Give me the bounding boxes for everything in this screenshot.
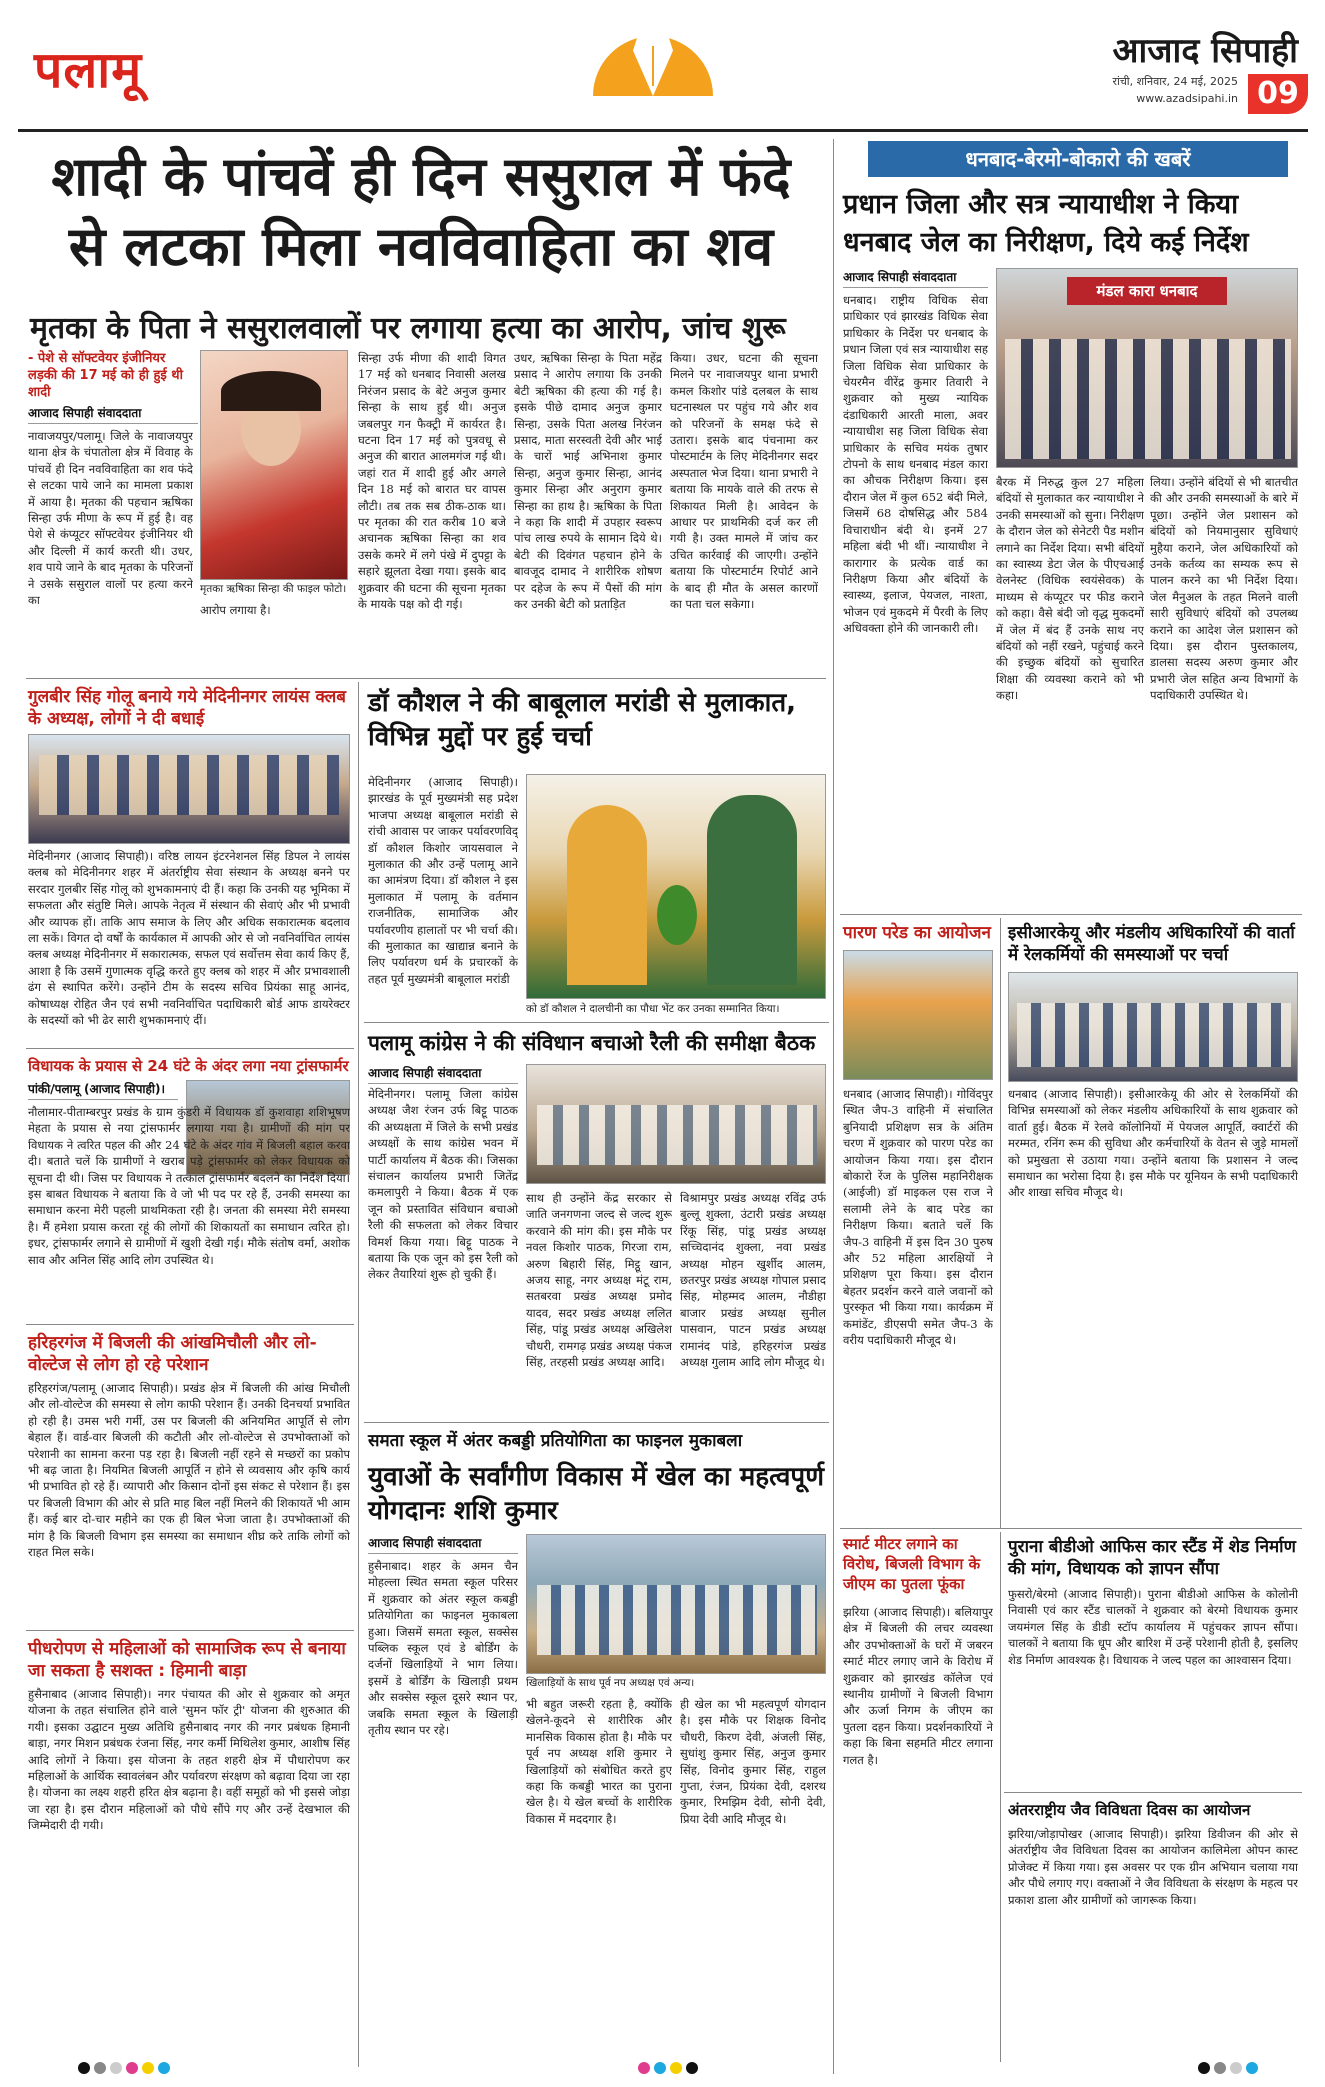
print-registration-marks-right bbox=[1198, 2062, 1258, 2074]
panchayat-headline: पीधरोपण से महिलाओं को सामाजिक रूप से बनाया जा सकता है सशक्त : हिमानी बाड़ा bbox=[28, 1639, 346, 1681]
parade-body: धनबाद (आजाद सिपाही)। गोविंदपुर स्थित जैप-3 वाहिनी में संचालित बुनियादी प्रशिक्षण सत्र के अंतिम चरण में शुक्रवार को पारण परेड का आयोजन किया गया। इस दौरान बोकारो रेंज के पुलिस महानिरीक्षक (आईजी) डॉ माइकल एस राज ने सलामी लेने के बाद परेड का निरीक्षण किया। बताते चलें कि जैप-3 वाहिनी में इस दिन 30 पुरुष और 52 महिला आरक्षियों ने प्रशिक्षण पूरा किया। इस दौरान बेहतर प्रदर्शन करने वाले जवानों को पुरस्कृत भी किया गया। कार्यक्रम में कमांडेंट, डीएसपी समेत जैप-3 के वरीय पदाधिकारी मौजूद थे। bbox=[843, 1087, 993, 1348]
congress-col-1: मेदिनीनगर। पलामू जिला कांग्रेस अध्यक्ष जैश रंजन उर्फ बिट्टू पाठक की अध्यक्षता में जिले के सभी प्रखंड अध्यक्षों के साथ कांग्रेस भवन में पार्टी कार्यालय में बैठक की। जिसका संचालन कार्यालय प्रभारी जितेंद्र कमलापुरी ने किया। बैठक में एक जून को प्रस्तावित संविधान बचाओ रैली की सफलता को लेकर विचार विमर्श किया गया। बिट्टू पाठक ने बताया कि एक जून को इस रैली को लेकर तैयारियां शुरू हो चुकी हैं। bbox=[368, 1087, 518, 1282]
print-registration-marks-left bbox=[78, 2062, 170, 2074]
lead-col-3: सिन्हा उर्फ मीणा की शादी विगत 17 मई को धनबाद निवासी अलख निरंजन प्रसाद के बेटे अनुज कुमार सिन्हा के साथ हुई थी। अनुज जबलपुर गन फैक्ट्री में कार्यरत है। घटना दिन 17 मई को पुत्रवधू से अनुज की बारात आलमगंज गई थी। जहां रात में शादी हुई और अगले दिन 18 मई को बारात घर वापस लौटी। तब तक सब ठीक-ठाक था। पर मृतका की रात करीब 10 बजे अचानक ऋषिका सिन्हा का शव उसके कमरे में लगे पंखे में दुपट्टा के सहारे झूलता देखा गया। इसके बाद शुक्रवार की घटना की सूचना मृतका के मायके पक्ष को दी गई। bbox=[358, 351, 506, 612]
railway-body: धनबाद (आजाद सिपाही)। इसीआरकेयू की ओर से रेलकर्मियों की विभिन्न समस्याओं को लेकर मंडलीय अधिकारियों के साथ शुक्रवार को वार्ता हुई। बैठक में रेलवे कॉलोनियों में पेयजल आपूर्ति, क्वार्टरों की मरम्मत, रनिंग रूम की सुविधा और कर्मचारियों के वेतन से जुड़े मामलों को प्रमुखता से उठाया गया। उन्होंने बताया कि प्रशासन ने जल्द समाधान का भरोसा दिया है। इस मौके पर यूनियन के सभी पदाधिकारी और शाखा सचिव मौजूद थे। bbox=[1008, 1087, 1298, 1200]
section-name: पलामू bbox=[34, 41, 143, 99]
transformer-body: नौलामार-पीताम्बरपुर प्रखंड के ग्राम कुंडरी में विधायक डॉ कुशवाहा शशिभूषण मेहता के प्रयास से नया ट्रांसफार्मर लगाया गया है। ग्रामीणों की मांग पर विधायक ने त्वरित पहल की और 24 घंटे के अंदर गांव में बिजली बहाल करवा दी। बताते चलें कि ग्रामीणों ने खराब पड़े ट्रांसफार्मर को लेकर विधायक को सूचना दी थी। जिस पर विधायक ने तत्काल ट्रांसफार्मर बदलने का निर्देश दिया। इस बाबत विधायक ने बताया कि वे जो भी पद पर रहे हैं, उनकी समस्या का समाधान करना मेरी पहली प्राथमिकता रही है। जनता की समस्या मेरी समस्या है। मैं हमेशा प्रयास करता रहूं की लोगों की शिकायतों का समाधान त्वरित हो। इधर, ट्रांसफार्मर लगाने से ग्रामीणों में खुशी देखी गई। मौके संतोष वर्मा, अशोक साव और अनिल सिंह आदि लोग उपस्थित थे। bbox=[28, 1105, 350, 1267]
lions-photo bbox=[28, 734, 350, 844]
kabaddi-caption: खिलाड़ियों के साथ पूर्व नप अध्यक्ष एवं अन्य। bbox=[526, 1676, 826, 1690]
railway-photo bbox=[1008, 972, 1298, 1082]
lead-byline: आजाद सिपाही संवाददाता bbox=[28, 404, 198, 427]
smartmeter-body: झरिया (आजाद सिपाही)। बलियापुर क्षेत्र में बिजली की लचर व्यवस्था और उपभोक्ताओं के घरों में जबरन स्मार्ट मीटर लगाए जाने के विरोध में शुक्रवार को झारखंड कॉलेज एवं स्थानीय ग्रामीणों ने बिजली विभाग और ऊर्जा निगम के जीएम का पुतला दहन किया। प्रदर्शनकारियों ने कहा कि बिना सहमति मीटर लगाना गलत है। bbox=[843, 1605, 993, 1767]
paper-name: आजाद सिपाही bbox=[1112, 31, 1298, 71]
dhanbad-byline: आजाद सिपाही संवाददाता bbox=[843, 268, 988, 291]
kabaddi-col-3: ही खेल का भी महत्वपूर्ण योगदान है। इस मौके पर शिक्षक विनोद चौधरी, किरण देवी, अंजली सिंह, सुधांशु कुमार सिंह, अनुज कुमार सिंह, विनोद कुमार सिंह, राहुल गुप्ता, रंजन, प्रियंका देवी, दशरथ कुमार, रिमझिम देवी, सोनी देवी, प्रिया देवी आदि मौजूद थे। bbox=[680, 1697, 826, 1826]
lions-headline: गुलबीर सिंह गोलू बनाये गये मेदिनीनगर लायंस क्लब के अध्यक्ष, लोगों ने दी बधाई bbox=[28, 687, 347, 729]
congress-col-2: साथ ही उन्होंने केंद्र सरकार से जाति जनगणना जल्द से जल्द शुरू करवाने की मांग की। इस मौके पर नवल किशोर पाठक, गिरजा राम, अरुण बिहारी सिंह, मिट्ठू खान, अजय साहू, नगर अध्यक्ष मंटू राम, सतबरवा प्रखंड अध्यक्ष प्रमोद यादव, सदर प्रखंड अध्यक्ष ललित सिंह, पांडू प्रखंड अध्यक्ष अखिलेश चौधरी, रामगढ़ प्रखंड अध्यक्ष पंकज सिंह, तरहसी प्रखंड अध्यक्ष आदि। bbox=[526, 1191, 672, 1370]
dhanbad-col-1: धनबाद। राष्ट्रीय विधिक सेवा प्राधिकार एवं झारखंड विधिक सेवा प्राधिकार के निर्देश पर धनबाद के प्रधान जिला एवं सत्र न्यायाधीश सह जिला विधिक सेवा प्राधिकार के चेयरमैन वीरेंद्र कुमार तिवारी ने शुक्रवार को मुख्य न्यायिक दंडाधिकारी आरती माला, अवर न्यायाधीश सह जिला विधिक सेवा प्राधिकार के सचिव मयंक तुषार टोपनो के साथ धनबाद मंडल कारा का औचक निरीक्षण किया। इस दौरान जेल में कुल 652 बंदी मिले, जिसमें 68 दोषसिद्ध और 584 विचाराधीन बंदी थे। इनमें 27 महिला बंदी भी थीं। न्यायाधीश ने कारागार के प्रत्येक वार्ड का निरीक्षण किया और बंदियों के स्वास्थ्य, इलाज, पेयजल, नाश्ता, भोजन एवं मुकदमे में पैरवी के लिए अधिवक्ता होने की जानकारी ली। bbox=[843, 293, 988, 636]
kabaddi-photo bbox=[526, 1534, 826, 1674]
masthead bbox=[18, 14, 1308, 134]
transformer-headline: विधायक के प्रयास से 24 घंटे के अंदर लगा नया ट्रांसफार्मर bbox=[28, 1057, 349, 1075]
lead-col-4: उधर, ऋषिका सिन्हा के पिता महेंद्र प्रसाद ने आरोप लगाया कि उनकी बेटी ऋषिका की हत्या की गई है। इसके पीछे दामाद अनुज कुमार सिन्हा, उसके पिता अलख निरंजन प्रसाद, माता सरस्वती देवी और भाई के चारों भाई अभिनाश कुमार सिन्हा, अनुज कुमार सिन्हा, आनंद कुमार सिन्हा और अनुराग कुमार सिन्हा का हाथ है। ऋषिका के पिता ने कहा कि शादी में उपहार स्वरूप पांच लाख रुपये के सामान दिये थे। बेटी की दिवंगत पहचान होने के बावजूद दामाद ने शारीरिक शोषण पर दहेज के रूप में पैसों की मांग कर उनकी बेटी को प्रताड़ित bbox=[514, 351, 662, 612]
dateline: रांची, शनिवार, 24 मई, 2025 bbox=[1112, 75, 1238, 88]
bdo-body: फुसरो/बेरमो (आजाद सिपाही)। पुराना बीडीओ आफिस के कोलोनी निवासी एवं कार स्टैंड चालकों ने शुक्रवार को बेरमो विधायक कुमार जयमंगल सिंह के डीडी स्टॉप कार्यालय में पहुंचकर ज्ञापन सौंपा। चालकों ने बताया कि धूप और बारिश में उन्हें परेशानी होती है, इसलिए शेड निर्माण आवश्यक है। विधायक ने जल्द पहल का आश्वासन दिया। bbox=[1008, 1587, 1298, 1667]
congress-byline: आजाद सिपाही संवाददाता bbox=[368, 1064, 518, 1087]
bdo-headline: पुराना बीडीओ आफिस कार स्टैंड में शेड निर्माण की मांग, विधायक को ज्ञापन सौंपा bbox=[1008, 1537, 1296, 1579]
power-headline: हरिहरगंज में बिजली की आंखमिचौली और लो-वोल्टेज से लोग हो रहे परेशान bbox=[28, 1333, 317, 1375]
kabaddi-byline: आजाद सिपाही संवाददाता bbox=[368, 1534, 518, 1557]
dhanbad-col-3: लिया। उन्होंने बंदियों से भी बातचीत की और उनकी समस्याओं के बारे में पूछा। उन्होंने जेल प्रशासन को बंदियों को नियमानुसार सुविधाएं मुहैया कराने, जेल अधिकारियों को उनके कर्तव्य का सम्यक रूप से पालन करने का भी निर्देश दिया। जेल मैनुअल के तहत मिलने वाली सारी सुविधाएं बंदियों को उपलब्ध कराने का आदेश जेल प्रशासन को दिया। इस दौरान पुस्तकालय, डालसा सदस्य अरुण कुमार और प्रभारी जेल सहित अन्य विभागों के पदाधिकारी उपस्थित थे। bbox=[1150, 475, 1298, 703]
marandi-photo bbox=[526, 774, 826, 999]
lead-col-2: आरोप लगाया है। bbox=[200, 603, 271, 617]
congress-col-3: विश्रामपुर प्रखंड अध्यक्ष रविंद्र उर्फ बुल्लू शुक्ला, उंटारी प्रखंड अध्यक्ष रिंकू सिंह, पांडू प्रखंड अध्यक्ष सच्चिदानंद शुक्ला, नवा प्रखंड अध्यक्ष मोहन खुर्शीद आलम, छतरपुर प्रखंड अध्यक्ष गोपाल प्रसाद सिंह, मोहम्मद आलम, नौडीहा बाजार प्रखंड अध्यक्ष सुनील पासवान, पाटन प्रखंड अध्यक्ष रामानंद पांडे, हरिहरगंज प्रखंड अध्यक्ष गुलाम आदि लोग मौजूद थे। bbox=[680, 1191, 826, 1370]
parade-photo bbox=[843, 950, 993, 1080]
marandi-caption: को डॉ कौशल ने दालचीनी का पौधा भेंट कर उनका सम्मानित किया। bbox=[526, 1002, 826, 1016]
smartmeter-headline: स्मार्ट मीटर लगाने का विरोध, बिजली विभाग के जीएम का पुतला फूंका bbox=[843, 1535, 981, 1593]
dhanbad-band: धनबाद-बेरमो-बोकारो की खबरें bbox=[868, 141, 1288, 177]
power-body: हरिहरगंज/पलामू (आजाद सिपाही)। प्रखंड क्षेत्र में बिजली की आंख मिचौली और लो-वोल्टेज की समस्या से लोग काफी परेशान हैं। उनकी दिनचर्या प्रभावित हो रही है। उमस भरी गर्मी, उस पर बिजली की अनियमित आपूर्ति से लोग बेहाल हैं। वार्ड-वार बिजली की कटौती और लो-वोल्टेज से उपभोक्ताओं को परेशानी का सामना करना पड़ रहा है। बिजली नहीं रहने से मच्छरों का प्रकोप भी बढ़ जाता है। नियमित बिजली आपूर्ति न होने से व्यवसाय और कृषि कार्य भी प्रभावित हो रहे हैं। व्यापारी और किसान दोनों इस संकट से परेशान हैं। इस पर बिजली विभाग की ओर से प्रति माह बिल नहीं मिलने की शिकायतें भी आम हैं। कई बार दो-चार महीने का एक ही बिल भेजा जाता है। उपभोक्ताओं की मांग है कि बिजली विभाग इस समस्या का समाधान शीघ्र करे ताकि लोगों को राहत मिल सके। bbox=[28, 1381, 350, 1560]
parade-headline: पारण परेड का आयोजन bbox=[843, 923, 991, 943]
lions-body: मेदिनीनगर (आजाद सिपाही)। वरिष्ठ लायन इंटरनेशनल सिंह डिपल ने लायंस क्लब को मेदिनीनगर शहर में अंतर्राष्ट्रीय सेवा संस्थान के अध्यक्ष बनने पर सरदार गुलबीर सिंह गोलू को शुभकामनाएं दी हैं। कहा कि उनकी यह भूमिका में सफलता और संतुष्टि मिले। आपके नेतृत्व में संस्थान की सेवाएं और भी प्रभावी और व्यापक हों। ताकि आप समाज के लिए और अधिक सकारात्मक बदलाव ला सकें। विगत दो वर्षों के कार्यकाल में आपकी ओर से जो नवनिर्वाचित लायंस क्लब अध्यक्ष मेदिनीनगर में सकारात्मक, सफल एवं सर्वोत्तम सेवा कार्य किए हैं, आशा है कि उसमें गुणात्मक वृद्धि करते हुए क्लब को शहर में और प्रभावशाली ढंग से स्थापित करेंगे। उन्होंने टीम के सदस्य सचिव प्रियंका साहू आनंद, कोषाध्यक्ष रोहित जैन एवं सभी नवनिर्वाचित पदाधिकारी बोर्ड आफ डायरेक्टर के सदस्यों को भी ढेर सारी शुभकामनाएं दीं। bbox=[28, 849, 350, 1028]
kabaddi-headline: युवाओं के सर्वांगीण विकास में खेल का महत्वपूर्ण योगदानः शशि कुमार bbox=[368, 1462, 824, 1526]
print-registration-marks-center bbox=[638, 2062, 698, 2074]
dhanbad-headline: प्रधान जिला और सत्र न्यायाधीश ने किया धनबाद जेल का निरीक्षण, दिये कई निर्देश bbox=[843, 189, 1249, 258]
biodiversity-headline: अंतरराष्ट्रीय जैव विविधता दिवस का आयोजन bbox=[1008, 1801, 1251, 1819]
kabaddi-col-2: भी बहुत जरूरी रहता है, क्योंकि खेलने-कूदने से शारीरिक और मानसिक विकास होता है। मौके पर पूर्व नप अध्यक्ष शशि कुमार ने खिलाड़ियों को संबोधित करते हुए कहा कि कबड्डी भारत का पुराना खेल है। ये खेल बच्चों के शारीरिक विकास में मददगार है। bbox=[526, 1697, 672, 1826]
newspaper-page bbox=[18, 14, 1308, 2074]
dhanbad-col-2: बैरक में निरुद्ध कुल 27 महिला बंदियों से मुलाकात कर न्यायाधीश ने उनकी समस्याओं को सुना। निरीक्षण के दौरान जेल को सेनेटरी पैड मशीन लगाने का निर्देश दिया। सभी बंदियों का स्वास्थ्य डेटा जेल के पीएचआई वेलनेस्ट (विधिक स्वयंसेवक) के माध्यम से कंप्यूटर पर फीड कराने को कहा। वैसे बंदी जो वृद्ध मुकदमों में जेल में बंद हैं उनके साथ नए बंदियों को नहीं रखने, पहुंचाई करने की इच्छुक बंदियों को सुचारित शिक्षा की व्यवस्था कराने को भी कहा। bbox=[996, 475, 1144, 703]
bride-photo bbox=[200, 350, 348, 580]
kabaddi-col-1: हुसैनाबाद। शहर के अमन चैन मोहल्ला स्थित समता स्कूल परिसर में शुक्रवार को अंतर स्कूल कबड्डी प्रतियोगिता का फाइनल मुकाबला हुआ। जिसमें समता स्कूल, सक्सेस पब्लिक स्कूल एवं डे बोर्डिंग के दर्जनों खिलाड़ियों ने भाग लिया। इसमें डे बोर्डिंग के खिलाड़ी प्रथम और सक्सेस स्कूल दूसरे स्थान पर, जबकि समता स्कूल के खिलाड़ी तृतीय स्थान पर रहे। bbox=[368, 1559, 518, 1738]
lead-col-5: किया। उधर, घटना की सूचना मिलने पर नावाजयपुर थाना प्रभारी कमल किशोर पांडे दलबल के साथ घटनास्थल पर पहुंच गये और शव को परिजनों के समक्ष फंदे से उतारा। इसके बाद पंचनामा कर पोस्टमार्टम के लिए मेदिनीनगर सदर अस्पताल भेज दिया। थाना प्रभारी ने बताया कि मायके वाले की तरफ से शिकायत मिली है। आवेदन के आधार पर प्राथमिकी दर्ज कर ली गयी है। उक्त मामले में जांच कर उचित कार्रवाई की जाएगी। उन्होंने बताया कि पोस्टमार्टम रिपोर्ट आने के बाद ही मौत के असल कारणों का पता चल सकेगा। bbox=[670, 351, 818, 612]
congress-headline: पलामू कांग्रेस ने की संविधान बचाओ रैली की समीक्षा बैठक bbox=[368, 1031, 816, 1055]
pen-nib-emblem-icon bbox=[578, 26, 728, 106]
page-number: 09 bbox=[1248, 74, 1308, 114]
lead-subhead: मृतका के पिता ने ससुरालवालों पर लगाया हत्या का आरोप, जांच शुरू bbox=[30, 311, 786, 346]
biodiversity-body: झरिया/जोड़ापोखर (आजाद सिपाही)। झरिया डिवीजन की ओर से अंतर्राष्ट्रीय जैव विविधता दिवस का आयोजन कालिमेला ओपन कास्ट प्रोजेक्ट में किया गया। इस अवसर पर एक ग्रीन अभियान चलाया गया और पौधे लगाए गए। वक्ताओं ने जैव विविधता के संरक्षण के महत्व पर प्रकाश डाला और ग्रामीणों को जागरूक किया। bbox=[1008, 1827, 1298, 1907]
panchayat-body: हुसैनाबाद (आजाद सिपाही)। नगर पंचायत की ओर से शुक्रवार को अमृत योजना के तहत संचालित होने वाले 'सुमन फॉर ट्री' योजना की शुरुआत की गयी। इसका उद्घाटन मुख्य अतिथि हुसैनाबाद नगर की नगर प्रबंधक हिमानी बाड़ा, नगर मिशन प्रबंधक रंजना सिंह, नगर कर्मी मिथिलेश कुमार, आशीष सिंह आदि लोगों ने किया। इस योजना के तहत शहरी क्षेत्र में पौधारोपण कर महिलाओं के आर्थिक स्वावलंबन और पर्यावरण संरक्षण को बढ़ावा दिया जा रहा है। योजना का लक्ष्य शहरी हरित क्षेत्र बढ़ाना है। वहीं समूहों को भी इससे जोड़ा जा रहा है। इस दौरान महिलाओं को पौधे सौंपे गए और उन्हें देखभाल की जिम्मेदारी दी गयी। bbox=[28, 1687, 350, 1833]
bride-photo-caption: मृतका ऋषिका सिन्हा की फाइल फोटो। bbox=[200, 583, 347, 595]
marandi-body: मेदिनीनगर (आजाद सिपाही)। झारखंड के पूर्व मुख्यमंत्री सह प्रदेश भाजपा अध्यक्ष बाबूलाल मरांडी से रांची आवास पर जाकर पर्यावरणविद् डॉ कौशल किशोर जायसवाल ने मुलाकात की और उन्हें पलामू आने का आमंत्रण दिया। डॉ कौशल ने इस मुलाकात में पलामू के वर्तमान राजनीतिक, सामाजिक और पर्यावरणीय हालातों पर भी चर्चा की। की मुलाकात का खाद्यान्न बनाने के लिए पर्यावरण धर्म के प्रचारकों के तहत पूर्व मुख्यमंत्री बाबूलाल मरांडी bbox=[368, 775, 518, 986]
marandi-headline: डॉ कौशल ने की बाबूलाल मरांडी से मुलाकात, विभिन्न मुद्दों पर हुई चर्चा bbox=[368, 688, 797, 752]
lead-kicker-box bbox=[28, 350, 193, 401]
railway-headline: इसीआरकेयू और मंडलीय अधिकारियों की वार्ता में रेलकर्मियों की समस्याओं पर चर्चा bbox=[1008, 923, 1295, 965]
website: www.azadsipahi.in bbox=[1136, 92, 1238, 105]
kabaddi-kicker: समता स्कूल में अंतर कबड्डी प्रतियोगिता का फाइनल मुकाबला bbox=[368, 1431, 743, 1451]
masthead-rule bbox=[18, 129, 1308, 132]
congress-photo bbox=[526, 1064, 826, 1184]
jail-inspection-photo: मंडल कारा धनबाद bbox=[996, 268, 1298, 468]
lead-col-1: नावाजयपुर/पलामू। जिले के नावाजयपुर थाना क्षेत्र के चंपातोला क्षेत्र में विवाह के पांचवें ही दिन नवविवाहिता का शव फंदे से लटका पाये जाने का मामला प्रकाश में आया है। मृतका की पहचान ऋषिका सिन्हा उर्फ मीणा के रूप में हुई है। वह पेशे से कंप्यूटर सॉफ्टवेयर इंजीनियर थी और दिल्ली में कार्य करती थी। उधर, शव पाये जाने के बाद मृतका के परिजनों ने उसके ससुराल वालों पर हत्या करने का bbox=[28, 429, 193, 608]
lead-headline: शादी के पांचवें ही दिन ससुराल में फंदे से लटका मिला नवविवाहिता का शव bbox=[51, 145, 791, 278]
lead-kicker: - पेशे से सॉफ्टवेयर इंजीनियर लड़की की 17 मई को ही हुई थी शादी bbox=[28, 351, 183, 400]
transformer-byline: पांकी/पलामू (आजाद सिपाही)। bbox=[28, 1080, 178, 1103]
